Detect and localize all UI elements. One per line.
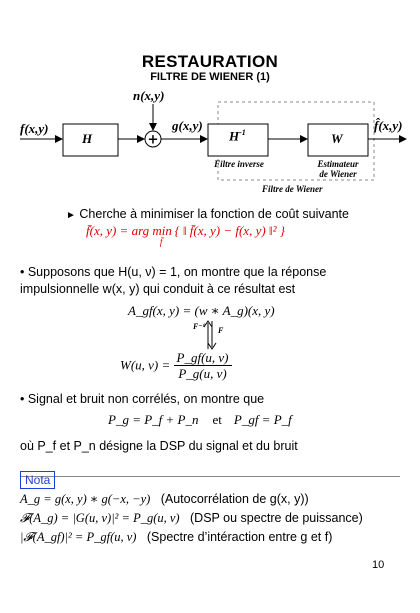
equation-psd: P_g = P_f + P_n et P_gf = P_f [108, 412, 292, 427]
paragraph-uncorrelated: • Signal et bruit non corrélés, on montre que [20, 392, 265, 406]
page-title: RESTAURATION [141, 52, 279, 71]
paragraph-psd-definition: où P_f et P_n désigne la DSP du signal et du bruit [20, 439, 298, 453]
w-block-label: W [331, 131, 343, 146]
h-block-label: H [82, 131, 93, 146]
nota-line-power-spectrum: 𝓕(A_g) = |G(u, ν)|² = P_g(u, ν) (DSP ou spectre de puissance) [20, 511, 363, 525]
hinv-caption: Filtre inverse [214, 159, 264, 169]
nota-line-interaction-spectrum: |𝓕(A_gf)|² = P_gf(u, ν) (Spectre d’intéraction entre g et f) [20, 530, 333, 544]
mid-signal-label: g(x,y) [172, 118, 203, 133]
hinv-block-label: $H^{-1}$ [229, 128, 246, 144]
noise-label: n(x,y) [133, 88, 165, 103]
output-signal-label: f̂(x,y) [374, 118, 403, 133]
equation-wiener: W(u, ν) = $\frac{P\_gf(u, \nu)}{P\_g(u, \nu)}$ [120, 350, 232, 381]
inverse-fourier-label: F⁻¹ [193, 322, 205, 331]
page-subtitle: FILTRE DE WIENER (1) [150, 71, 270, 83]
w-caption: Estimateur de Wiener [317, 159, 359, 179]
equation-autocorrelation: A_gf(x, y) = (w ∗ A_g)(x, y) [128, 303, 275, 318]
bullet-cost-function: ► Cherche à minimiser la fonction de coût suivante [66, 207, 349, 221]
nota-label: Nota [20, 471, 55, 489]
nota-line-autocorrelation: A_g = g(x, y) ∗ g(−x, −y) (Autocorrélation de g(x, y)) [20, 492, 309, 506]
wiener-block-diagram [0, 82, 420, 197]
page-number: 10 [372, 559, 385, 571]
paragraph-hypothesis: • Supposons que H(u, ν) = 1, on montre que la réponse impulsionnelle w(x, y) qui conduit à ce résultat est [20, 265, 327, 296]
input-signal-label: f(x,y) [20, 121, 49, 136]
nota-separator [20, 476, 400, 477]
plus-sign: + [147, 132, 159, 148]
cost-formula: f̄(x, y) = arg $\min_{f̄}${ ‖ f̄(x, y) − f(x, y) ‖² } [86, 223, 285, 247]
fourier-label: F [218, 326, 224, 335]
wiener-filter-caption: Filtre de Wiener [262, 184, 323, 194]
